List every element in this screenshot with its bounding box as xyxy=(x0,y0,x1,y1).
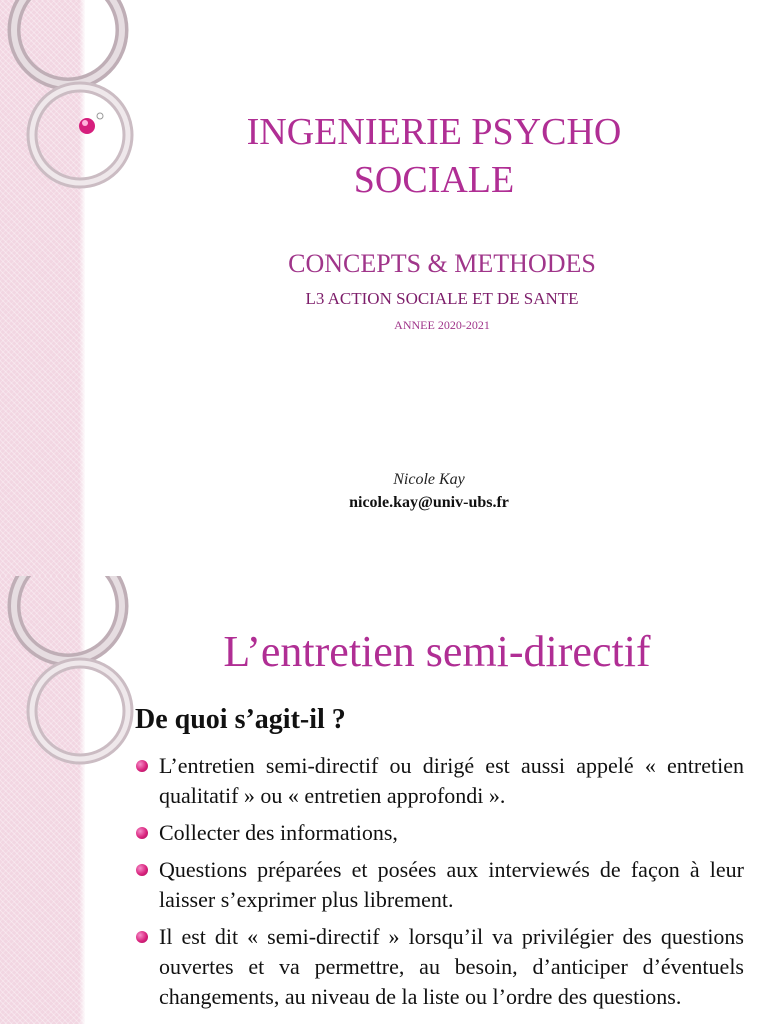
section-heading: De quoi s’agit-il ? xyxy=(135,704,346,735)
bullet-icon xyxy=(136,760,148,772)
bullet-list xyxy=(134,751,744,1019)
list-item: Il est dit « semi-directif » lorsqu’il va privilégier des questions ouvertes et va permettre, au besoin, d’anticiper d’éventuels changements, au niveau de la liste ou l’ordre des questions. xyxy=(134,922,744,1012)
content-slide xyxy=(0,576,768,1024)
bullet-icon xyxy=(136,827,148,839)
author-name: Nicole Kay xyxy=(393,471,465,488)
slide-title: L’entretien semi-directif xyxy=(223,627,651,676)
title-line-2: SOCIALE xyxy=(353,159,515,201)
bullet-icon xyxy=(136,931,148,943)
list-item: L’entretien semi-directif ou dirigé est aussi appelé « entretien qualitatif » ou « entretien approfondi ». xyxy=(134,751,744,811)
title-line-1: INGENIERIE PSYCHO xyxy=(246,111,622,153)
slide-title xyxy=(100,108,768,204)
bullet-icon xyxy=(136,864,148,876)
course-name: L3 ACTION SOCIALE ET DE SANTE xyxy=(305,289,579,308)
author-email: nicole.kay@univ-ubs.fr xyxy=(349,494,509,511)
academic-year: ANNEE 2020-2021 xyxy=(394,318,490,332)
list-item: Collecter des informations, xyxy=(134,818,744,848)
slide-subtitle: CONCEPTS & METHODES xyxy=(288,249,596,278)
list-item: Questions préparées et posées aux interviewés de façon à leur laisser s’exprimer plus librement. xyxy=(134,855,744,915)
